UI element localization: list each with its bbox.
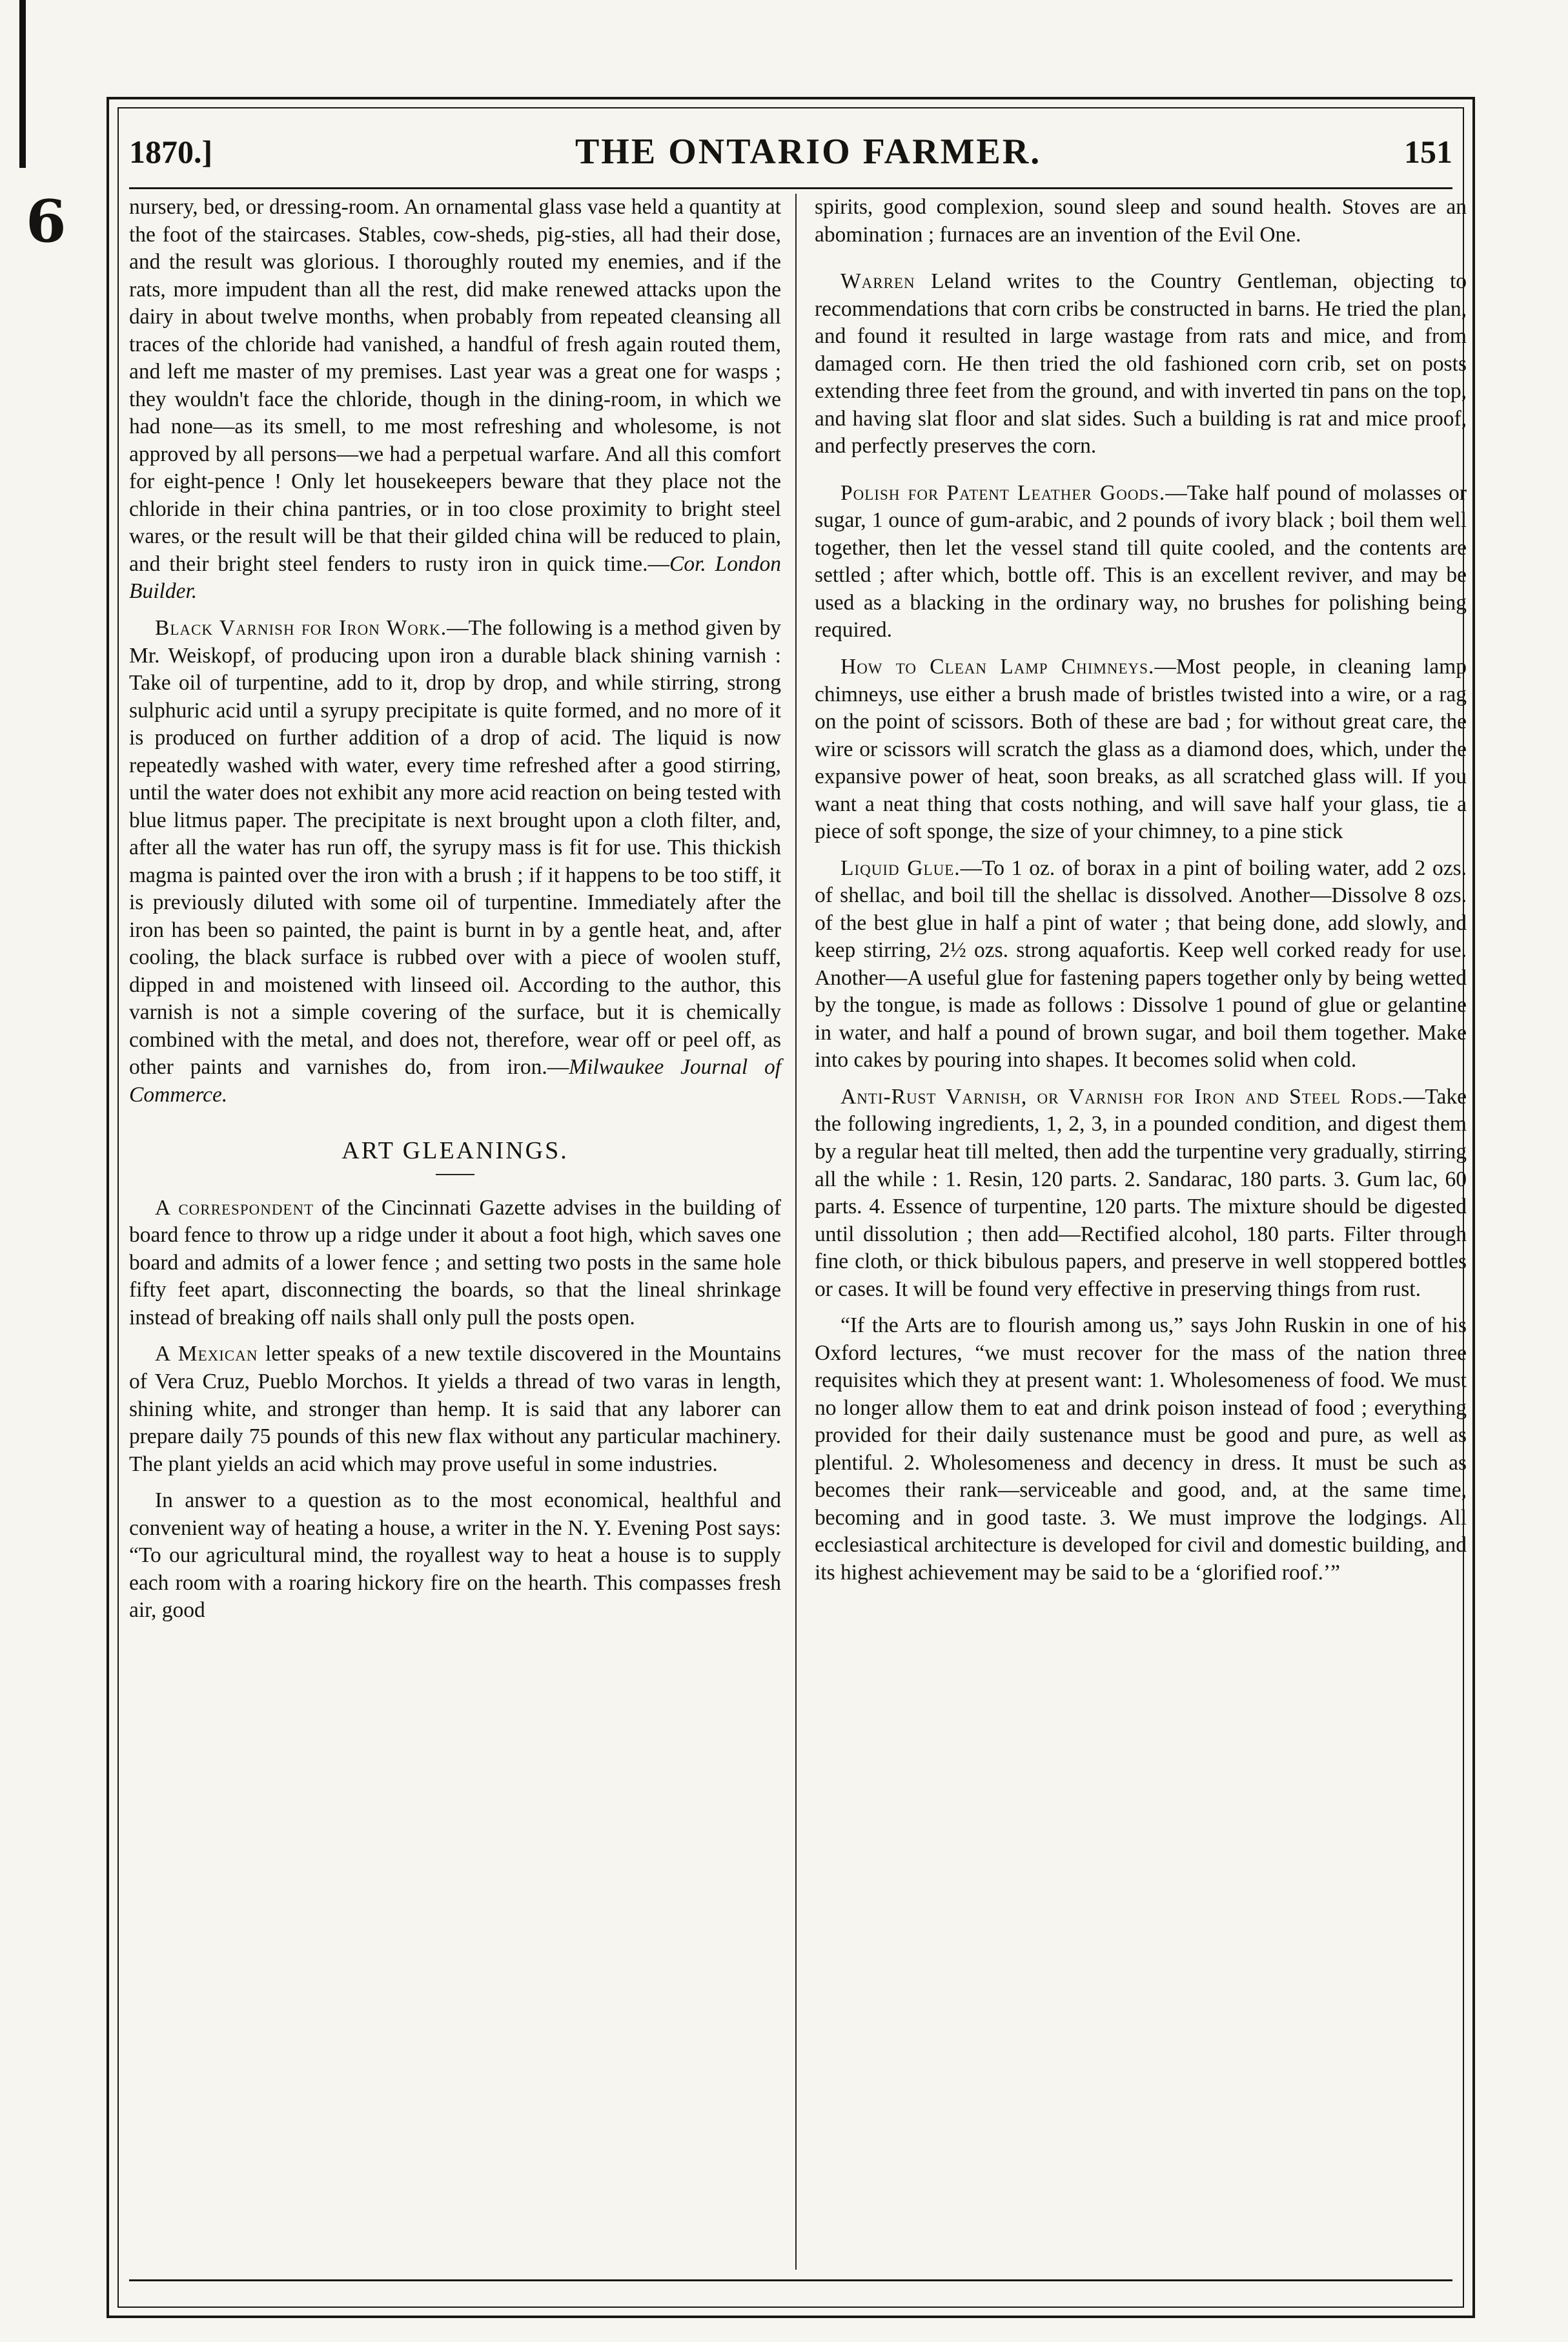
bottom-rule (129, 2279, 1452, 2281)
article-paragraph: Anti-Rust Varnish, or Varnish for Iron and Steel Rods.—Take the following ingredients, 1, 2, 3, in a pounded condition, and digest them by a regular heat till melted, then add the turpentine very gradually, stirring all the while : 1. Resin, 120 parts. 2. Sandarac, 180 parts. 3. Gum lac, 60 parts. 4. Essence of turpentine, 120 parts. The mixture should be digested until dissolution ; then add—Rectified alcohol, 180 parts. Filter through fine cloth, or thick bibulous papers, and preserve in well stoppered bottles or cases. It will be found very effective in preserving things from rust. (815, 1084, 1467, 1301)
article-paragraph: spirits, good complexion, sound sleep and sound health. Stoves are an abomination ; furnaces are an invention of the Evil One. (815, 195, 1467, 247)
article-paragraph: A correspondent of the Cincinnati Gazette advises in the building of board fence to throw up a ridge under it about a foot high, which saves one board and admits of a lower fence ; and setting two posts in the same hole fifty feet apart, disconnecting the boards, so that the lineal shrinkage instead of breaking off nails shall only pull the posts open. (129, 1195, 781, 1330)
right-column (815, 194, 1467, 1596)
page-header (129, 116, 1452, 189)
section-title: ART GLEANINGS. (341, 1136, 569, 1164)
article-paragraph: Black Varnish for Iron Work.—The following is a method given by Mr. Weiskopf, of producing upon iron a durable black shining varnish : Take oil of turpentine, add to it, drop by drop, and while stirring, strong sulphuric acid until a syrupy precipitate is quite formed, and no more of it is produced on further addition of a drop of acid. The liquid is now repeatedly washed with water, every time refreshed after a good stirring, until the water does not exhibit any more acid reaction on being tested with blue litmus paper. The precipitate is next brought upon a cloth filter, and, after all the water has run off, the syrupy mass is fit for use. This thickish magma is painted over the iron with a brush ; if it happens to be too stiff, it is previously diluted with some oil of turpentine. Immediately after the iron has been so painted, the paint is burnt in by a gentle heat, and, after cooling, the black surface is rubbed over with a piece of woolen stuff, dipped in and moistened with linseed oil. According to the author, this varnish is not a simple covering of the surface, but it is chemically combined with the metal, and does not, therefore, wear off or peel off, as other paints and varnishes do, from iron.—Milwaukee Journal of Commerce. (129, 615, 782, 1107)
lead-words: A correspondent (155, 1195, 314, 1220)
column-divider (795, 194, 797, 2270)
article-paragraph: How to Clean Lamp Chimneys.—Most people, in cleaning lamp chimneys, use either a brush made of bristles twisted into a wire, or a rag on the point of scissors. Both of these are bad ; for without great care, the wire or scissors will scratch the glass as a diamond does, which, under the expansive power of heat, soon breaks, as all scratched glass will. If you want a neat thing that costs nothing, and will save half your glass, tie a piece of soft sponge, the size of your chimney, to a pine stick (815, 654, 1467, 844)
header-year: 1870.] (129, 134, 213, 170)
article-paragraph: Polish for Patent Leather Goods.—Take half pound of molasses or sugar, 1 ounce of gum-arabic, and 2 pounds of ivory black ; boil them well together, then let the vessel stand till quite cooled, and the contents are settled ; after which, bottle off. This is an excellent reviver, and may be used as a blacking in the ordinary way, no brushes for polishing being required. (815, 480, 1467, 642)
publication-title: THE ONTARIO FARMER. (575, 132, 1042, 172)
margin-handwritten-mark: 6 (26, 187, 66, 256)
page-number: 151 (1404, 134, 1452, 170)
article-paragraph: In answer to a question as to the most economical, healthful and convenient way of heating a house, a writer in the N. Y. Evening Post says: “To our agricultural mind, the royallest way to heat a house is to supply each room with a roaring hickory fire on the hearth. This compasses fresh air, good (129, 1488, 781, 1623)
article-source: Cor. London Builder. (129, 551, 781, 604)
article-source: Milwaukee Journal of Commerce. (129, 1055, 782, 1107)
article-paragraph: Liquid Glue.—To 1 oz. of borax in a pint of boiling water, add 2 ozs. of shellac, and boil till the shellac is dissolved. Another—Dissolve 8 ozs. of the best glue in half a pint of water ; that being done, add slowly, and keep stirring, 2½ ozs. strong aquafortis. Keep well corked ready for use. Another—A useful glue for fastening papers together only by being wetted by the tongue, is made as follows : Dissolve 1 pound of glue or gelantine in water, and half a pound of brown sugar, and boil them together. Make into cakes by pouring into shapes. It becomes solid when cold. (815, 856, 1467, 1073)
article-paragraph: “If the Arts are to flourish among us,” says John Ruskin in one of his Oxford lectures, “we must recover for the mass of the nation three requisites which they at present want: 1. Wholesomeness of food. We must no longer allow them to eat and drink poison instead of food ; everything provided for their daily sustenance must be good and pure, as well as plentiful. 2. Wholesomeness and decency in dress. It must be such as becomes their rank—serviceable and good, and, at the same time, becoming and in good taste. 3. We must improve the lodgings. All ecclesiastical architecture is developed for civil and domestic building, and its highest achievement may be said to be a ‘glorified roof.’” (815, 1313, 1467, 1585)
article-heading: Anti-Rust Varnish, or Varnish for Iron and Steel Rods. (840, 1084, 1403, 1109)
article-paragraph: A Mexican letter speaks of a new textile discovered in the Mountains of Vera Cruz, Pueblo Morchos. It yields a thread of two varas in length, shining white, and stronger than hemp. It is said that any laborer can prepare daily 75 pounds of this new flax without any particular machinery. The plant yields an acid which may prove useful in some industries. (129, 1342, 781, 1476)
lead-words: Warren (840, 269, 915, 294)
article-heading: Black Varnish for Iron Work. (155, 615, 447, 640)
lead-words: A Mexican (155, 1342, 258, 1366)
section-rule (436, 1174, 474, 1175)
article-heading: Liquid Glue. (840, 856, 961, 880)
scan-edge-bar (19, 0, 26, 168)
article-paragraph: nursery, bed, or dressing-room. An ornamental glass vase held a quantity at the foot of the staircases. Stables, cow-sheds, pig-sties, all had their dose, and the result was glorious. I thoroughly routed my enemies, and if the rats, more impudent than all the rest, did make renewed attacks upon the dairy in about twelve months, when probably from repeated cleansing all traces of the chloride had vanished, a handful of fresh again routed them, and left me master of my premises. Last year was a great one for wasps ; they wouldn't face the chloride, though in the dining-room, in which we had none—as its smell, to me most refreshing and wholesome, is not approved by all persons—we had a perpetual warfare. And all this comfort for eight-pence ! Only let housekeepers beware that they place not the chloride in their china pantries, or in too close proximity to bright steel wares, or the result will be that their gilded china will be reduced to plain, and their bright steel fenders to rusty iron in quick time.—Cor. London Builder. (129, 195, 781, 604)
article-paragraph: Warren Leland writes to the Country Gentleman, objecting to recommendations that corn cribs be constructed in barns. He tried the plan, and found it resulted in large wastage from rats and mice, and from damaged corn. He then tried the old fashioned corn crib, set on posts extending three feet from the ground, and with inverted tin pans on the top, and having slat floor and slat sides. Such a building is rat and mice proof, and perfectly preserves the corn. (815, 269, 1467, 458)
left-column (129, 194, 781, 1634)
article-heading: How to Clean Lamp Chimneys. (840, 654, 1155, 679)
article-heading: Polish for Patent Leather Goods. (840, 480, 1166, 505)
